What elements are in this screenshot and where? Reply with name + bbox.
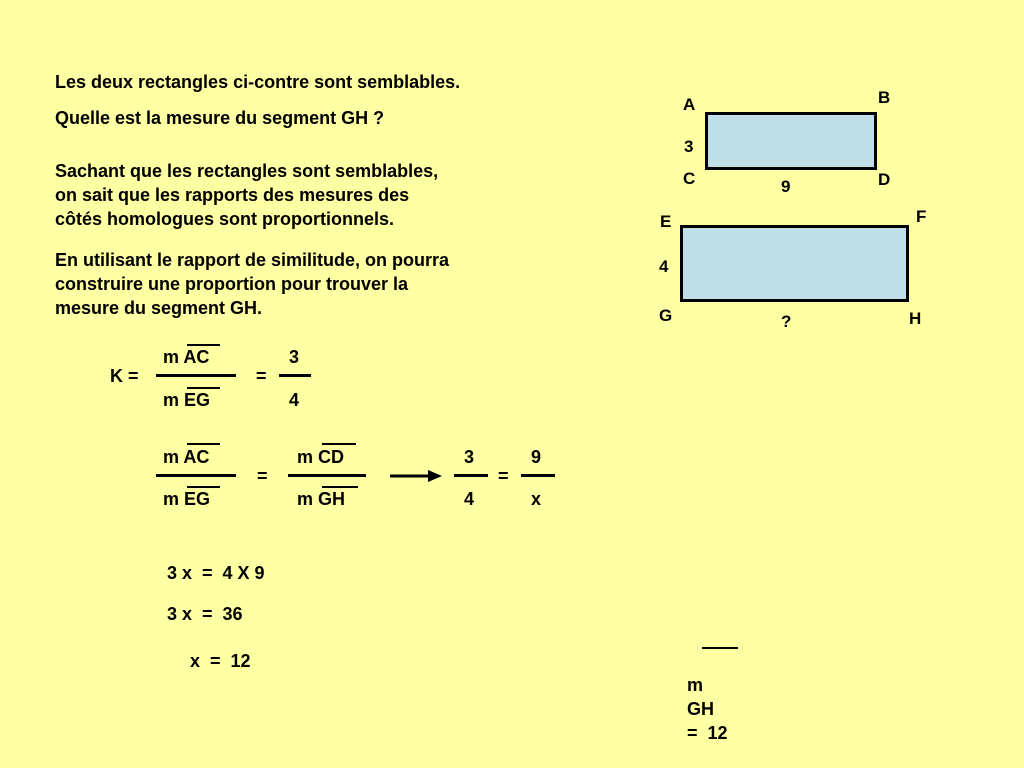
- measure-prefix: m: [163, 347, 180, 367]
- vertex-label-a: A: [683, 95, 696, 114]
- measure-prefix: m: [163, 489, 180, 509]
- segment-eg: EG: [184, 489, 211, 509]
- answer-value: = 12: [687, 723, 728, 743]
- rectangle-abcd: [705, 112, 877, 170]
- overline-ac: [187, 344, 220, 346]
- vertex-label-h: H: [909, 309, 922, 328]
- prop-right-denominator: [297, 487, 345, 511]
- fraction-bar: [454, 474, 488, 477]
- prop-left-numerator: [163, 445, 209, 469]
- arrow-right-icon: [390, 469, 442, 483]
- segment-eg: EG: [184, 390, 211, 410]
- segment-gh: GH: [687, 699, 715, 719]
- fraction-9-numerator: 9: [531, 447, 542, 467]
- intro-line: Les deux rectangles ci-contre sont semblables.: [55, 72, 461, 92]
- measure-prefix: m: [297, 489, 314, 509]
- k-denominator: [163, 388, 210, 412]
- overline-gh: [702, 647, 738, 649]
- solution-step-1: 3 x = 4 X 9: [167, 563, 265, 583]
- rectangle-efgh: [680, 225, 909, 302]
- explanation-paragraph: Sachant que les rectangles sont semblables, on sait que les rapports des mesures des côtés homologues sont proportionnels.: [55, 161, 439, 229]
- base-label-9: 9: [781, 177, 791, 196]
- measure-prefix: m: [163, 447, 180, 467]
- equals-sign: =: [256, 366, 267, 386]
- segment-ac: AC: [183, 347, 210, 367]
- side-label-4: 4: [659, 257, 669, 276]
- vertex-label-e: E: [660, 212, 672, 231]
- segment-gh: GH: [318, 489, 346, 509]
- overline-eg: [187, 486, 220, 488]
- prop-left-denominator: [163, 487, 210, 511]
- fraction-bar: [288, 474, 366, 477]
- k-label: K =: [110, 366, 139, 386]
- solution-step-2: 3 x = 36: [167, 604, 243, 624]
- vertex-label-d: D: [878, 170, 891, 189]
- fraction-x-denominator: x: [531, 489, 542, 509]
- prop-right-numerator: [297, 445, 344, 469]
- method-paragraph: En utilisant le rapport de similitude, on pourra construire une proportion pour trouver la mesure du segment GH.: [55, 250, 450, 318]
- k-numerator: [163, 345, 209, 369]
- solution-step-3: x = 12: [190, 651, 251, 671]
- equals-sign: =: [498, 466, 509, 486]
- overline-cd: [322, 443, 356, 445]
- segment-cd: CD: [318, 447, 345, 467]
- measure-prefix: m: [687, 675, 704, 695]
- vertex-label-c: C: [683, 169, 696, 188]
- fraction-bar: [521, 474, 555, 477]
- k-value-denominator: 4: [289, 390, 300, 410]
- vertex-label-f: F: [916, 207, 927, 226]
- question-text: Quelle est la mesure du segment GH ?: [55, 108, 385, 128]
- overline-gh: [322, 486, 358, 488]
- segment-ac: AC: [183, 447, 210, 467]
- fraction-bar: [156, 374, 236, 377]
- side-label-3: 3: [684, 137, 694, 156]
- measure-prefix: m: [297, 447, 314, 467]
- base-label-unknown: ?: [781, 312, 792, 331]
- fraction-bar: [279, 374, 311, 377]
- k-value-numerator: 3: [289, 347, 300, 367]
- vertex-label-b: B: [878, 88, 891, 107]
- final-answer: [677, 649, 728, 745]
- fraction-4-denominator: 4: [464, 489, 475, 509]
- overline-ac: [187, 443, 220, 445]
- fraction-3-numerator: 3: [464, 447, 475, 467]
- measure-prefix: m: [163, 390, 180, 410]
- overline-eg: [187, 387, 220, 389]
- fraction-bar: [156, 474, 236, 477]
- equals-sign: =: [257, 466, 268, 486]
- vertex-label-g: G: [659, 306, 673, 325]
